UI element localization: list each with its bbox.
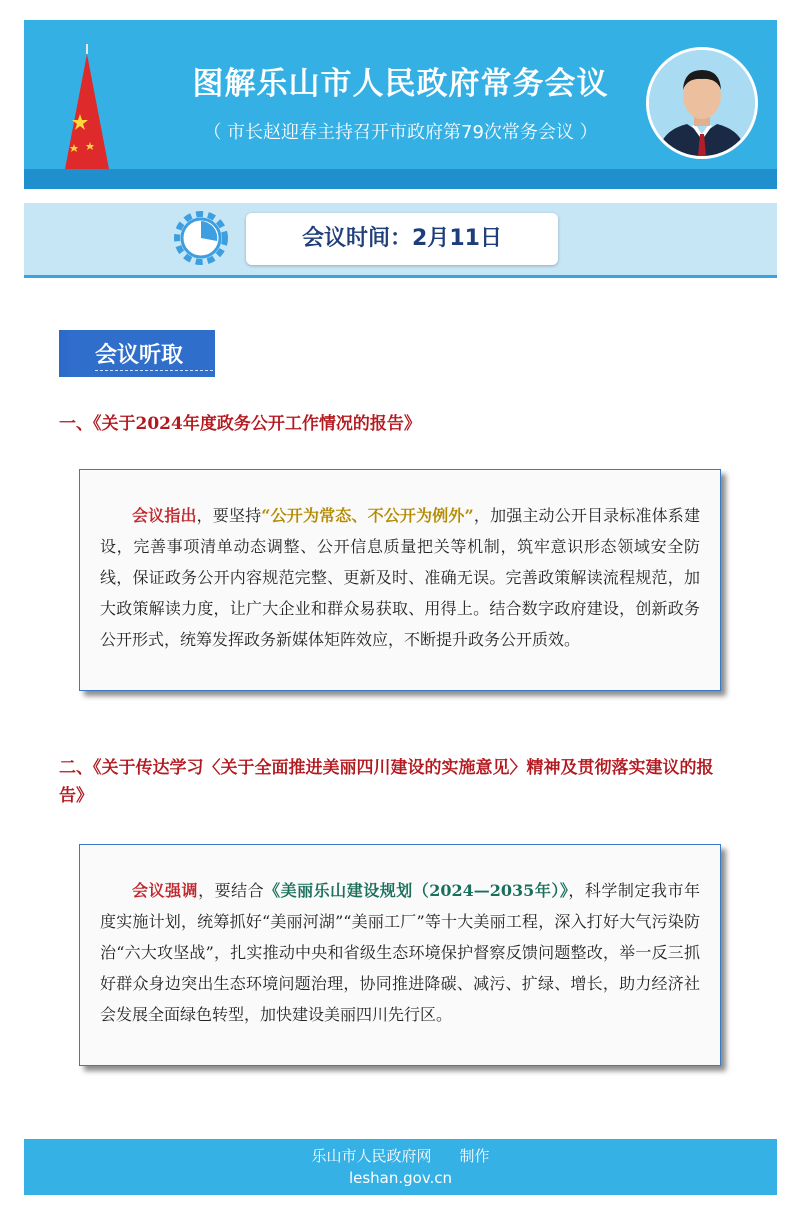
footer	[24, 1139, 777, 1195]
banner-strip	[24, 169, 777, 189]
section-tag-label: 会议听取	[95, 343, 184, 368]
meeting-time-label: 会议时间：2月11日	[302, 226, 502, 251]
report-highlight-2: 《美丽乐山建设规划（2024—2035年）》	[264, 881, 569, 900]
report-box-1	[79, 469, 721, 691]
portrait-icon	[649, 50, 755, 156]
section-tag	[59, 330, 215, 377]
report-text-1b: ，加强主动公开目录标准体系建设，完善事项清单动态调整、公开信息质量把关等机制，筑牢意识形态领域安全防线，保证政务公开内容规范完整、更新及时、准确无误。完善政策解读流程规范，加大政策解读力度，让广大企业和群众易获取、用得上。结合数字政府建设，创新政务公开形式，统筹发挥政务新媒体矩阵效应，不断提升政务公开质效。	[100, 506, 700, 649]
header-banner	[24, 20, 777, 189]
meeting-time-box	[246, 213, 558, 265]
avatar	[646, 47, 758, 159]
report-text-2a: ，要结合	[198, 881, 265, 900]
footer-site-name: 乐山市人民政府网	[311, 1147, 432, 1165]
report-highlight-1: “公开为常态、不公开为例外”	[261, 506, 474, 525]
footer-credit: 制作	[459, 1147, 490, 1165]
report-text-1a: ，要坚持	[196, 506, 262, 525]
report-lead-2: 会议强调	[132, 881, 199, 900]
report-heading-2: 二、《关于传达学习〈关于全面推进美丽四川建设的实施意见〉精神及贯彻落实建议的报告》	[59, 758, 714, 806]
report-paragraph-2	[100, 875, 700, 1030]
page-title: 图解乐山市人民政府常务会议	[192, 66, 609, 102]
report-box-2	[79, 844, 721, 1066]
footer-url[interactable]: leshan.gov.cn	[348, 1169, 453, 1187]
footer-credit-line	[24, 1145, 777, 1166]
report-lead-1: 会议指出	[132, 506, 197, 525]
section-tag-underline	[95, 370, 213, 371]
report-paragraph-1	[100, 500, 700, 655]
meeting-time-bar	[24, 203, 777, 278]
report-heading-1: 一、《关于2024年度政务公开工作情况的报告》	[59, 414, 421, 434]
report-text-2b: ，科学制定我市年度实施计划，统筹抓好“美丽河湖”“美丽工厂”等十大美丽工程，深入打好大气污染防治“六大攻坚战”，扎实推动中央和省级生态环境保护督察反馈问题整改，举一反三抓好群众身边突出生态环境问题治理，协同推进降碳、减污、扩绿、增长，助力经济社会发展全面绿色转型，加快建设美丽四川先行区。	[100, 881, 700, 1024]
page-subtitle: （ 市长赵迎春主持召开市政府第79次常务会议 ）	[203, 122, 598, 143]
gear-clock-icon	[170, 207, 232, 269]
